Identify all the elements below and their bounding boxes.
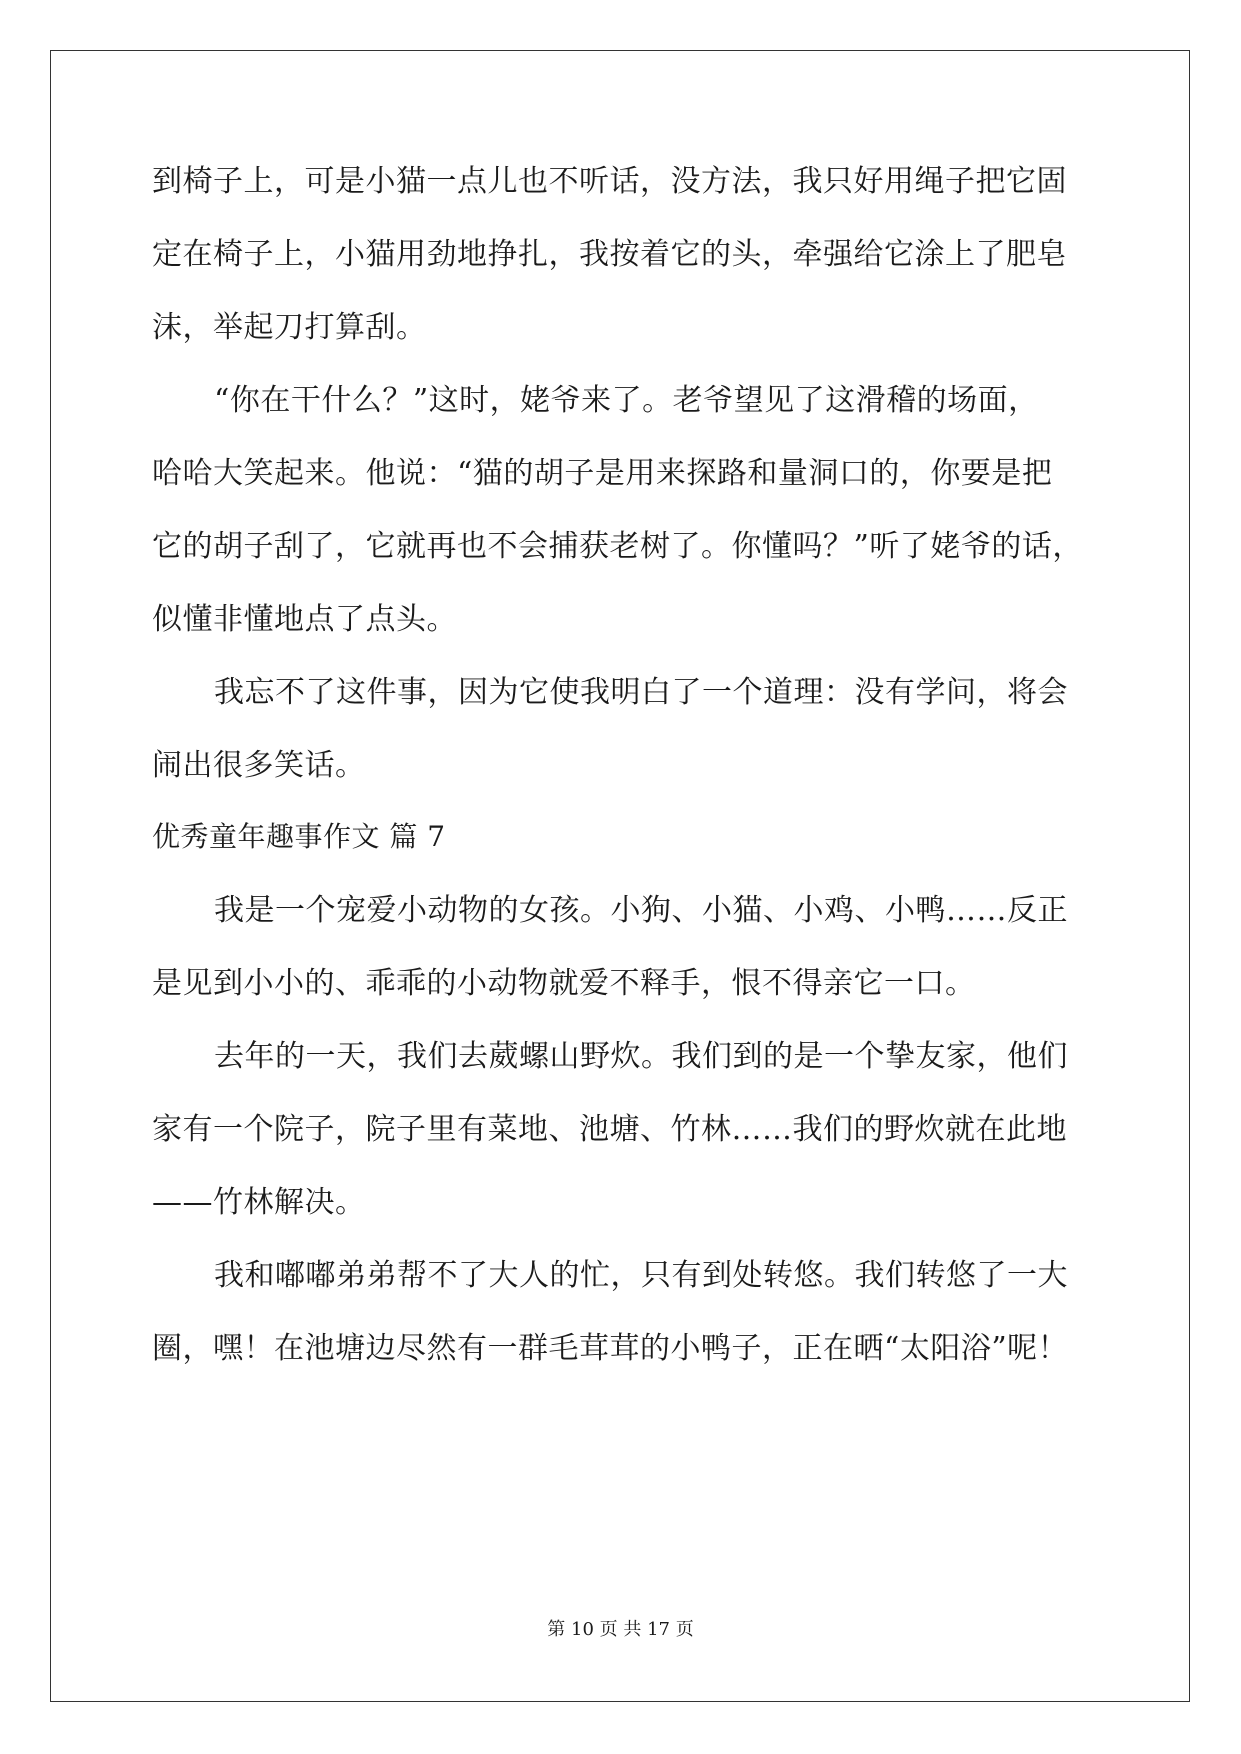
text-line: 圈，嘿！在池塘边尽然有一群毛茸茸的小鸭子，正在晒“太阳浴”呢！ [152,1331,1069,1366]
text-line: 到椅子上，可是小猫一点儿也不听话，没方法，我只好用绳子把它固 [152,164,1067,199]
text-line: 我忘不了这件事，因为它使我明白了一个道理：没有学问，将会 [214,675,1068,710]
text-line: ——竹林解决。 [152,1185,366,1220]
page-border [50,50,1190,1702]
text-line: 闹出很多笑话。 [152,748,366,783]
text-line: 我是一个宠爱小动物的女孩。小狗、小猫、小鸡、小鸭……反正 [214,893,1068,928]
page-number-footer: 第 10 页 共 17 页 [547,1619,694,1640]
text-line: 似懂非懂地点了点头。 [152,602,457,637]
text-line: 它的胡子刮了，它就再也不会捕获老树了。你懂吗？”听了姥爷的话， [152,529,1083,564]
text-line: 哈哈大笑起来。他说：“猫的胡子是用来探路和量洞口的，你要是把 [152,456,1053,491]
text-line: 去年的一天，我们去葳螺山野炊。我们到的是一个挚友家，他们 [214,1039,1068,1074]
text-line: “你在干什么？”这时，姥爷来了。老爷望见了这滑稽的场面， [214,383,1039,418]
text-line: 是见到小小的、乖乖的小动物就爱不释手，恨不得亲它一口。 [152,966,976,1001]
text-line: 家有一个院子，院子里有菜地、池塘、竹林……我们的野炊就在此地 [152,1112,1067,1147]
text-line: 我和嘟嘟弟弟帮不了大人的忙，只有到处转悠。我们转悠了一大 [214,1258,1068,1293]
section-heading: 优秀童年趣事作文 篇 7 [152,820,446,853]
text-line: 沫，举起刀打算刮。 [152,310,427,345]
text-line: 定在椅子上，小猫用劲地挣扎，我按着它的头，牵强给它涂上了肥皂 [152,237,1067,272]
